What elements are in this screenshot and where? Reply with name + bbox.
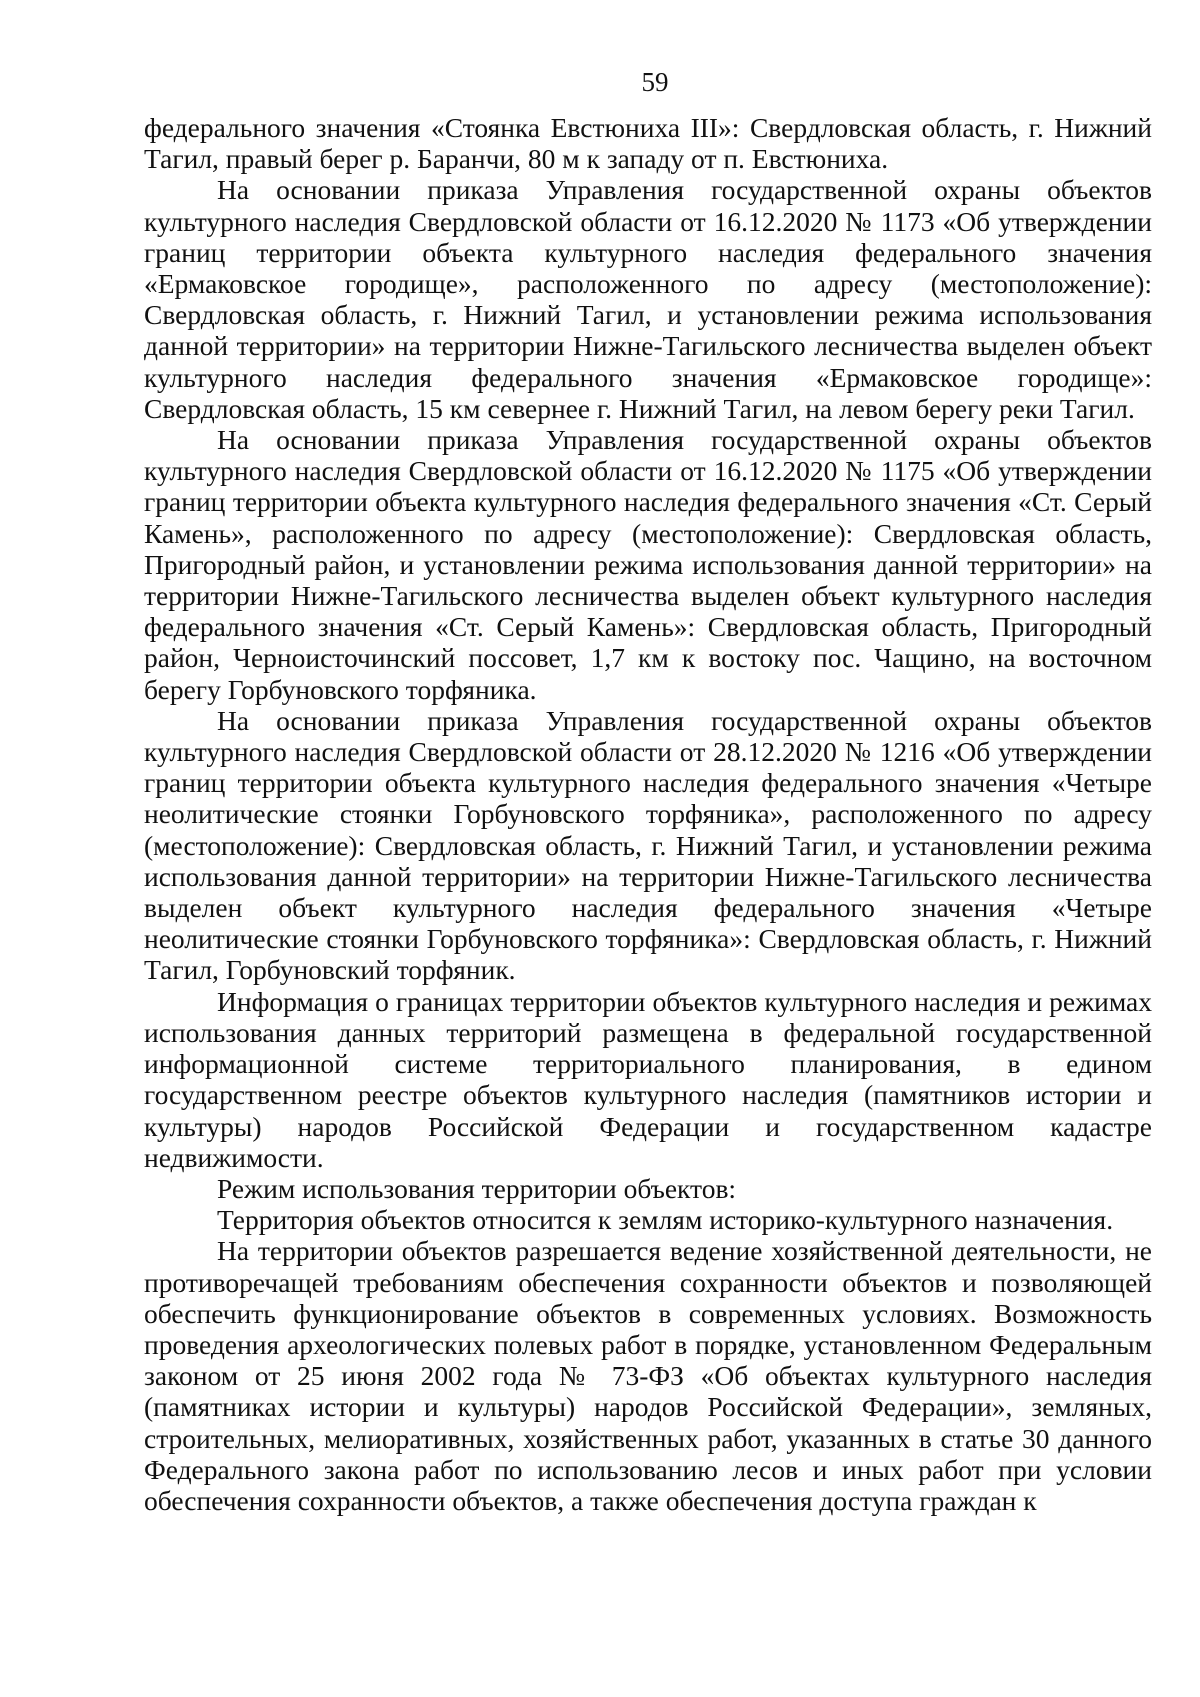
document-body — [144, 112, 1152, 1516]
paragraph-usage-regime-heading: Режим использования территории объектов: — [217, 1172, 737, 1204]
page-number: 59 — [641, 67, 669, 97]
paragraph-land-category: Территория объектов относится к землям историко-культурного назначения. — [217, 1204, 1114, 1236]
paragraph-ermakovskoe-gorodishche: На основании приказа Управления государственной охраны объектов культурного наследия Свердловской области от 16.12.2020 № 1173 «Об утверждении границ территории объекта культурного наследия федерального значения «Ермаковское городище», расположенного по адресу (местоположение): Свердловская область, г. Нижний Тагил, и установлении режима использования данной территории» на территории Нижне-Тагильского лесничества выделен объект культурного наследия федерального значения «Ермаковское городище»: Свердловская область, 15 км севернее г. Нижний Тагил, на левом берегу реки Тагил. — [144, 174, 1152, 424]
paragraph-chetyre-stoyanki: На основании приказа Управления государственной охраны объектов культурного наследия Свердловской области от 28.12.2020 № 1216 «Об утверждении границ территории объекта культурного наследия федерального значения «Четыре неолитические стоянки Горбуновского торфяника», расположенного по адресу (местоположение): Свердловская область, г. Нижний Тагил, и установлении режима использования данной территории» на территории Нижне-Тагильского лесничества выделен объект культурного наследия федерального значения «Четыре неолитические стоянки Горбуновского торфяника»: Свердловская область, г. Нижний Тагил, Горбуновский торфяник. — [144, 704, 1152, 986]
paragraph-continuation: федерального значения «Стоянка Евстюниха III»: Свердловская область, г. Нижний Тагил, правый берег р. Баранчи, 80 м к западу от п. Евстюниха. — [144, 112, 1152, 175]
paragraph-seryi-kamen: На основании приказа Управления государственной охраны объектов культурного наследия Свердловской области от 16.12.2020 № 1175 «Об утверждении границ территории объекта культурного наследия федерального значения «Ст. Серый Камень», расположенного по адресу (местоположение): Свердловская область, Пригородный район, и установлении режима использования данной территории» на территории Нижне-Тагильского лесничества выделен объект культурного наследия федерального значения «Ст. Серый Камень»: Свердловская область, Пригородный район, Черноисточинский поссовет, 1,7 км к востоку пос. Чащино, на восточном берегу Горбуновского торфяника. — [144, 424, 1152, 705]
paragraph-boundaries-info: Информация о границах территории объектов культурного наследия и режимах использования данных территорий размещена в федеральной государственной информационной системе территориального планирования, в едином государственном реестре объектов культурного наследия (памятников истории и культуры) народов Российской Федерации и государственном кадастре недвижимости. — [144, 985, 1152, 1173]
paragraph-permitted-activity: На территории объектов разрешается ведение хозяйственной деятельности, не противоречащей требованиям обеспечения сохранности объектов и позволяющей обеспечить функционирование объектов в современных условиях. Возможность проведения археологических полевых работ в порядке, установленном Федеральным законом от 25 июня 2002 года № 73-ФЗ «Об объектах культурного наследия (памятниках истории и культуры) народов Российской Федерации», земляных, строительных, мелиоративных, хозяйственных работ, указанных в статье 30 данного Федерального закона работ по использованию лесов и иных работ при условии обеспечения сохранности объектов, а также обеспечения доступа граждан к — [144, 1235, 1152, 1516]
